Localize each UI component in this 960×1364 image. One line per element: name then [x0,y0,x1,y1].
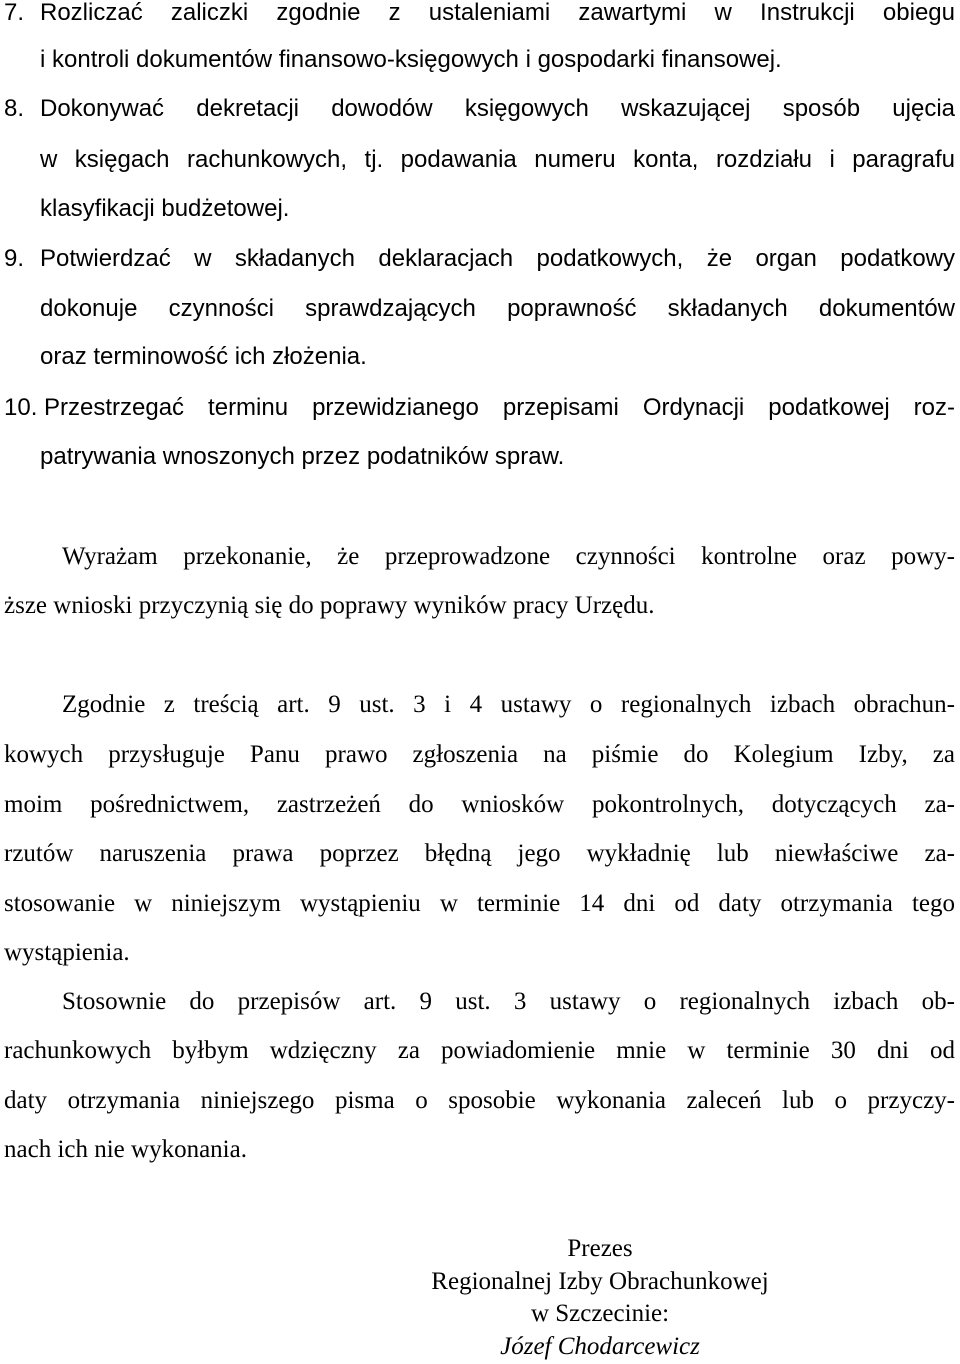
paragraph-line: daty otrzymania niniejszego pisma o sposobie wykonania zaleceń lub o przyczy- [4,1087,955,1114]
signature-city: w Szczecinie: [530,1300,670,1327]
list-item-line: w księgach rachunkowych, tj. podawania numeru konta, rozdziału i paragrafu [40,146,955,173]
list-item-line: patrywania wnoszonych przez podatników spraw. [40,443,565,470]
paragraph-line: wystąpienia. [4,939,130,966]
signature-name: Józef Chodarcewicz [500,1333,700,1360]
list-item-line: klasyfikacji budżetowej. [40,195,290,222]
paragraph-line: stosowanie w niniejszym wystąpieniu w terminie 14 dni od daty otrzymania tego [4,890,955,917]
paragraph-line: kowych przysługuje Panu prawo zgłoszenia na piśmie do Kolegium Izby, za [4,741,955,768]
list-item-number: 10. [4,394,38,421]
list-item-number: 8. [4,95,25,122]
list-item-line: dokonuje czynności sprawdzających poprawność składanych dokumentów [40,295,955,322]
list-item-line: Przestrzegać terminu przewidzianego przepisami Ordynacji podatkowej roz- [44,394,955,421]
list-item-line: Rozliczać zaliczki zgodnie z ustaleniami zawartymi w Instrukcji obiegu [40,0,955,26]
paragraph-line: rzutów naruszenia prawa poprzez błędną jego wykładnię lub niewłaściwe za- [4,840,955,867]
list-item-number: 7. [4,0,25,26]
list-item-line: Potwierdzać w składanych deklaracjach podatkowych, że organ podatkowy [40,245,955,272]
list-item-number: 9. [4,245,25,272]
paragraph-line: moim pośrednictwem, zastrzeżeń do wniosków pokontrolnych, dotyczących za- [4,791,955,818]
paragraph-line: nach ich nie wykonania. [4,1136,247,1163]
signature-title: Prezes [567,1235,633,1262]
paragraph-line: rachunkowych byłbym wdzięczny za powiadomienie mnie w terminie 30 dni od [4,1037,955,1064]
list-item-line: Dokonywać dekretacji dowodów księgowych wskazującej sposób ujęcia [40,95,955,122]
paragraph-line: Stosownie do przepisów art. 9 ust. 3 ustawy o regionalnych izbach ob- [62,988,955,1015]
paragraph-line: ższe wnioski przyczynią się do poprawy wyników pracy Urzędu. [4,592,655,619]
list-item-line: oraz terminowość ich złożenia. [40,343,367,370]
paragraph-line: Wyrażam przekonanie, że przeprowadzone czynności kontrolne oraz powy- [62,543,955,570]
signature-institution: Regionalnej Izby Obrachunkowej [431,1268,769,1295]
list-item-line: i kontroli dokumentów finansowo-księgowych i gospodarki finansowej. [40,46,782,73]
paragraph-line: Zgodnie z treścią art. 9 ust. 3 i 4 ustawy o regionalnych izbach obrachun- [62,691,955,718]
